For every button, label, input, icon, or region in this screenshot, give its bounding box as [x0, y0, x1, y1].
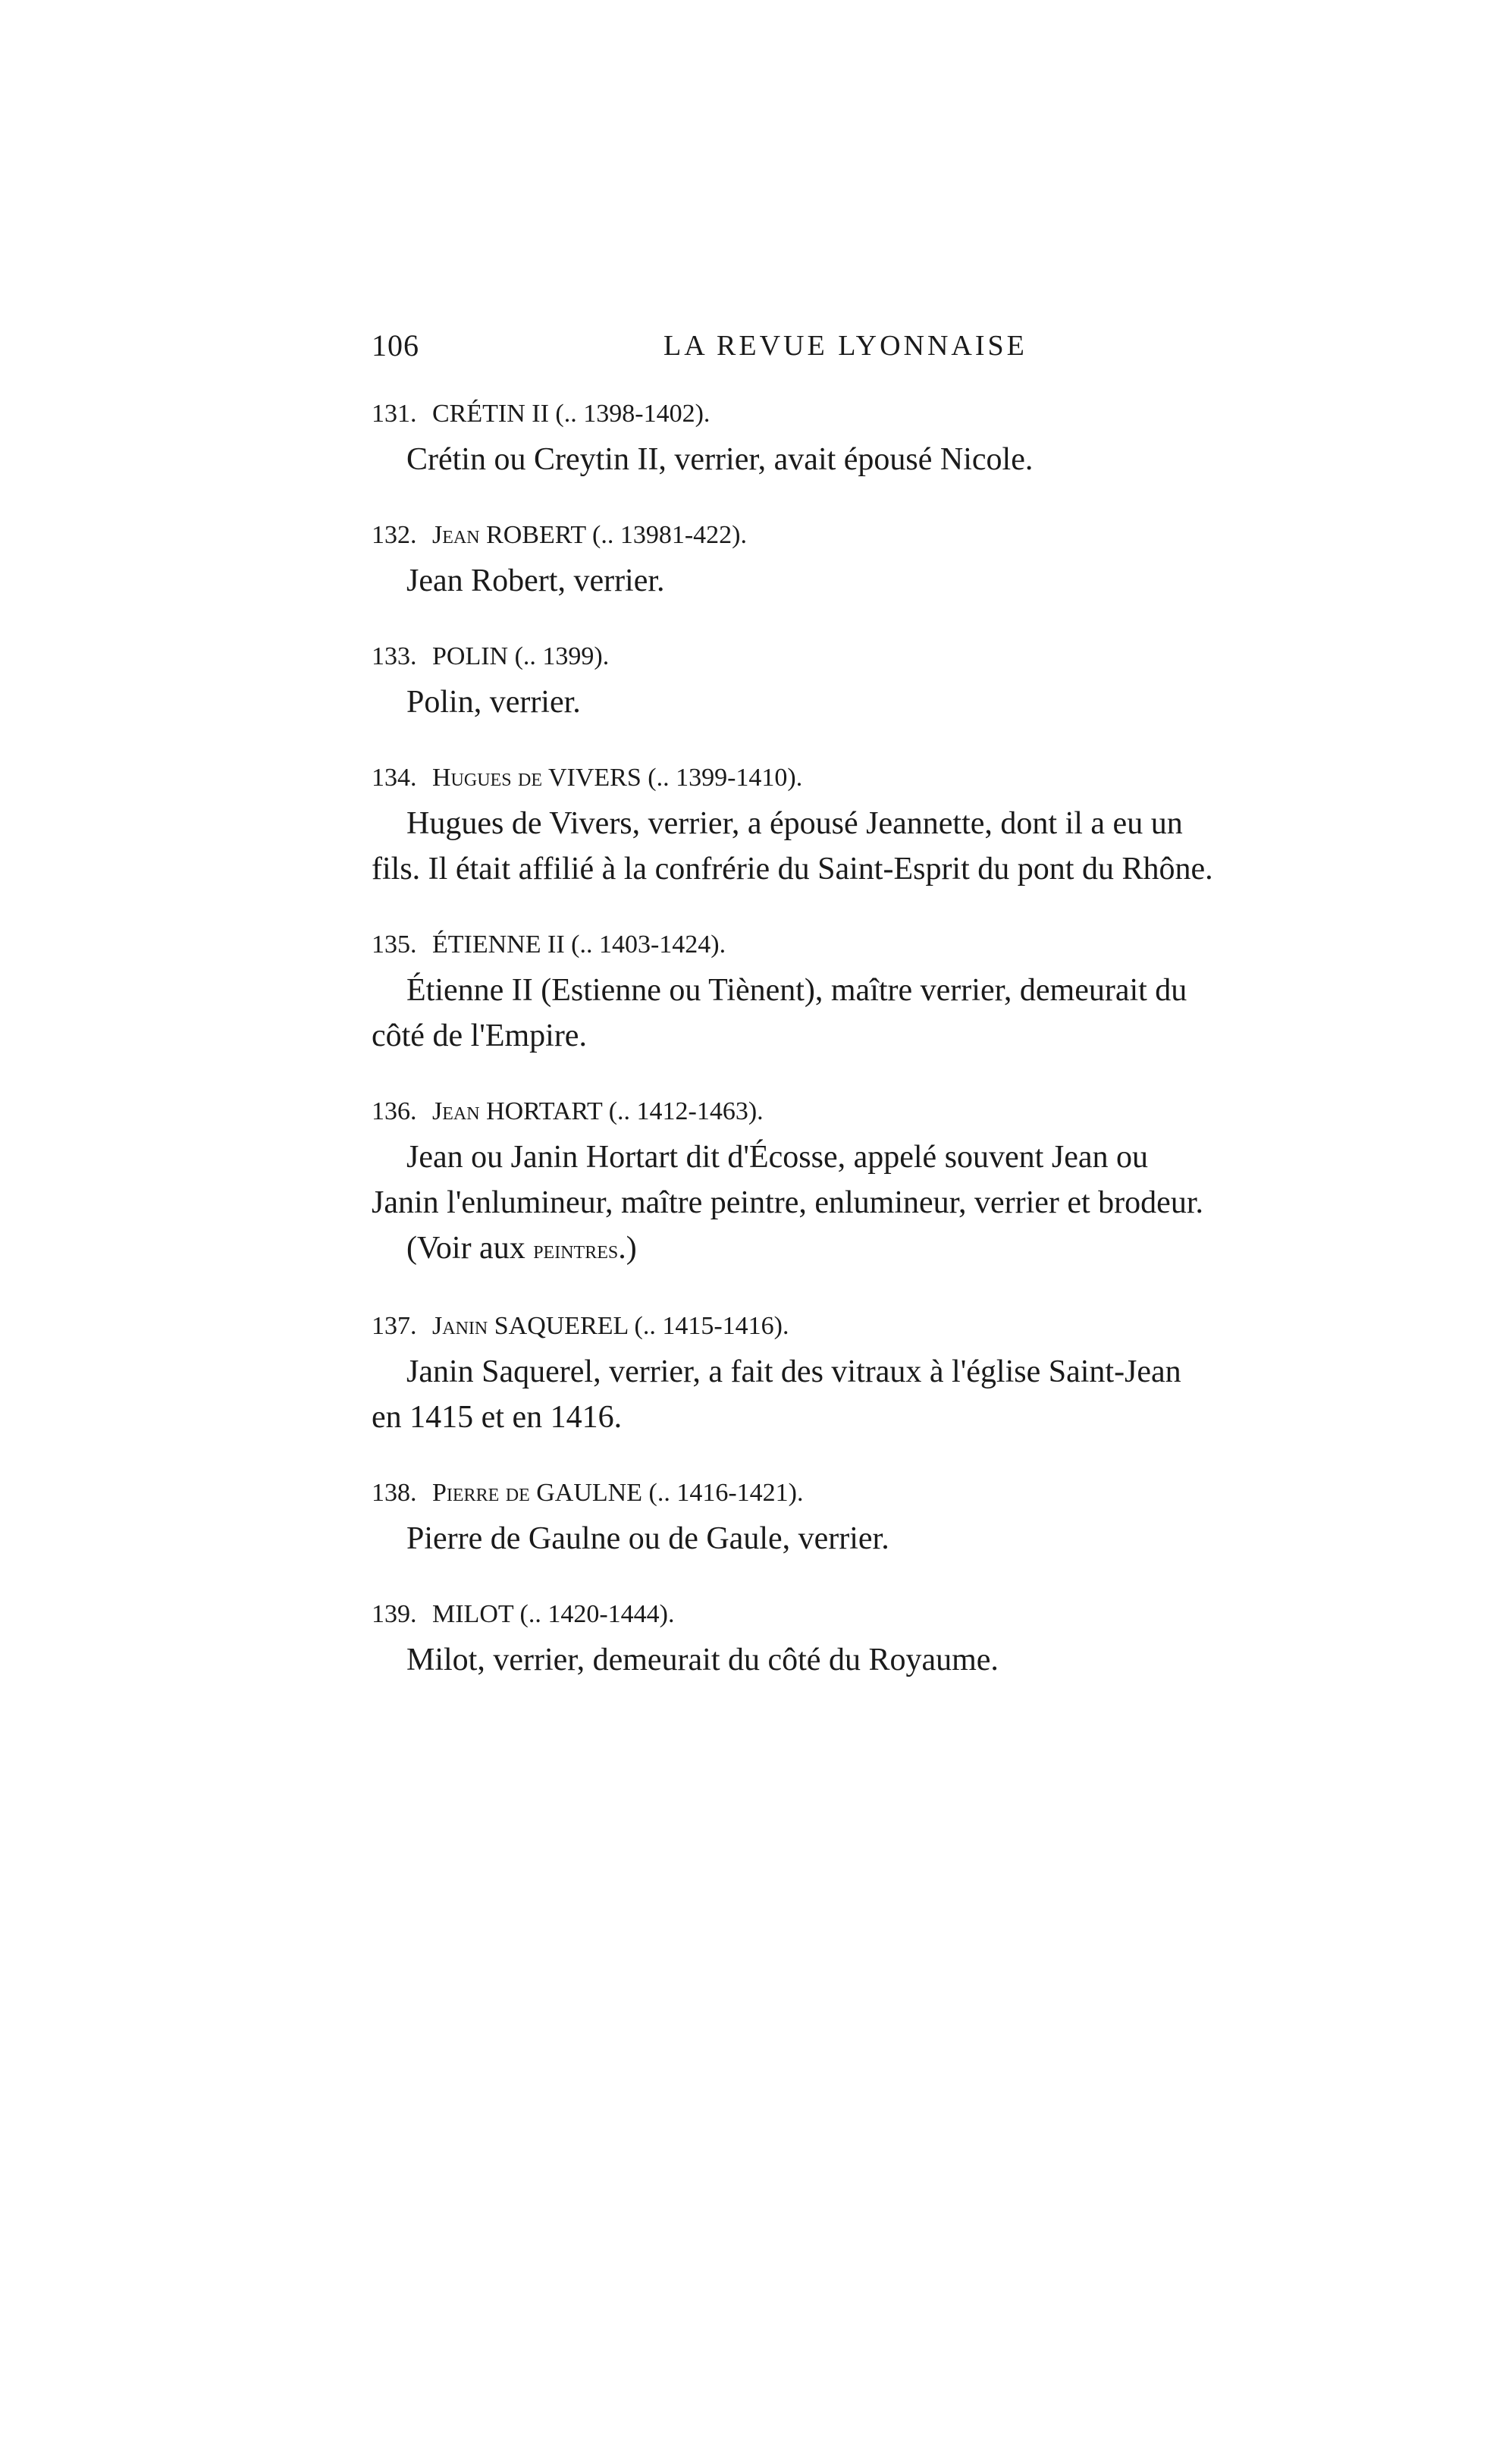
- entry-dates: (.. 1416-1421).: [648, 1479, 804, 1507]
- entry-number: 133.: [372, 642, 417, 670]
- running-head: [372, 328, 1312, 373]
- page-number: 106: [372, 328, 419, 362]
- entry-name: SAQUEREL: [494, 1312, 629, 1340]
- entry-dates: (.. 1415-1416).: [634, 1312, 789, 1340]
- entry-name: POLIN: [432, 642, 509, 670]
- entry-131: [372, 394, 1312, 482]
- entry-name: ROBERT: [486, 521, 586, 549]
- entry-body: [372, 801, 1312, 892]
- entry-heading: [372, 1307, 1312, 1346]
- entry-137: [372, 1307, 1312, 1440]
- entry-134: [372, 758, 1312, 892]
- entry-number: 139.: [372, 1600, 417, 1628]
- entry-name: CRÉTIN II: [432, 400, 549, 428]
- entry-135: [372, 925, 1312, 1059]
- entry-body-line: fils. Il était affilié à la confrérie du Saint-Esprit du pont du Rhône.: [372, 852, 1213, 887]
- entry-body-line: Janin l'enlumineur, maître peintre, enlumineur, verrier et brodeur.: [372, 1185, 1203, 1220]
- entry-name-prefix: Jean: [432, 521, 480, 549]
- entry-body: [372, 437, 1312, 482]
- entry-name: VIVERS: [547, 764, 642, 792]
- entry-name: ÉTIENNE II: [432, 930, 565, 959]
- entry-number: 138.: [372, 1479, 417, 1507]
- entry-body-line: Milot, verrier, demeurait du côté du Royaume.: [406, 1643, 999, 1677]
- entry-body: [372, 558, 1312, 604]
- entry-dates: (.. 1420-1444).: [519, 1600, 675, 1628]
- entry-body-line: côté de l'Empire.: [372, 1018, 587, 1053]
- entry-name-prefix: Jean: [432, 1097, 480, 1125]
- entry-number: 132.: [372, 521, 417, 549]
- crossref-target: peintres: [533, 1236, 619, 1264]
- entry-heading: [372, 925, 1312, 965]
- entry-dates: (.. 13981-422).: [592, 521, 747, 549]
- entry-dates: (.. 1399-1410).: [648, 764, 803, 792]
- entry-number: 137.: [372, 1312, 417, 1340]
- entry-number: 136.: [372, 1097, 417, 1125]
- entry-138: [372, 1473, 1312, 1561]
- entry-body-line: Hugues de Vivers, verrier, a épousé Jeannette, dont il a eu un: [406, 806, 1183, 841]
- entry-body-line: Pierre de Gaulne ou de Gaule, verrier.: [406, 1521, 889, 1556]
- entry-body-line: Janin Saquerel, verrier, a fait des vitraux à l'église Saint-Jean: [406, 1354, 1181, 1389]
- entry-list: [372, 394, 1312, 1716]
- entry-heading: [372, 394, 1312, 434]
- entry-name: MILOT: [432, 1600, 514, 1628]
- entry-body: [372, 1349, 1312, 1440]
- entry-heading: [372, 1595, 1312, 1634]
- entry-body-line: en 1415 et en 1416.: [372, 1400, 623, 1435]
- entry-number: 134.: [372, 764, 417, 792]
- entry-name: GAULNE: [536, 1479, 642, 1507]
- entry-number: 131.: [372, 400, 417, 428]
- entry-136: [372, 1092, 1312, 1273]
- entry-body-line: Polin, verrier.: [406, 685, 581, 720]
- entry-139: [372, 1595, 1312, 1683]
- entry-heading: [372, 758, 1312, 798]
- crossref-prefix: (Voir aux: [406, 1231, 525, 1266]
- entry-heading: [372, 1473, 1312, 1513]
- entry-body: [372, 1516, 1312, 1561]
- entry-body-line: Jean ou Janin Hortart dit d'Écosse, appelé souvent Jean ou: [406, 1140, 1148, 1175]
- entry-name: HORTART: [486, 1097, 603, 1125]
- entry-number: 135.: [372, 930, 417, 959]
- entry-body-line: Étienne II (Estienne ou Tiènent), maître verrier, demeurait du: [406, 973, 1187, 1008]
- entry-heading: [372, 637, 1312, 676]
- entry-body-line: Crétin ou Creytin II, verrier, avait épousé Nicole.: [406, 442, 1034, 477]
- entry-heading: [372, 516, 1312, 555]
- entry-dates: (.. 1412-1463).: [608, 1097, 764, 1125]
- entry-dates: (.. 1398-1402).: [555, 400, 711, 428]
- entry-name-prefix: Pierre de: [432, 1479, 530, 1507]
- entry-132: [372, 516, 1312, 604]
- entry-body-line: Jean Robert, verrier.: [406, 563, 665, 598]
- entry-body-line-crossref: [372, 1225, 1312, 1273]
- entry-133: [372, 637, 1312, 725]
- entry-dates: (.. 1399).: [514, 642, 610, 670]
- entry-heading: [372, 1092, 1312, 1131]
- entry-body: [372, 968, 1312, 1059]
- crossref-suffix: .): [618, 1231, 637, 1266]
- entry-name-prefix: Hugues de: [432, 764, 543, 792]
- journal-title: LA REVUE LYONNAISE: [663, 330, 1027, 362]
- entry-body: [372, 679, 1312, 725]
- entry-body: [372, 1134, 1312, 1273]
- entry-dates: (.. 1403-1424).: [571, 930, 726, 959]
- entry-name-prefix: Janin: [432, 1312, 488, 1340]
- entry-body: [372, 1637, 1312, 1683]
